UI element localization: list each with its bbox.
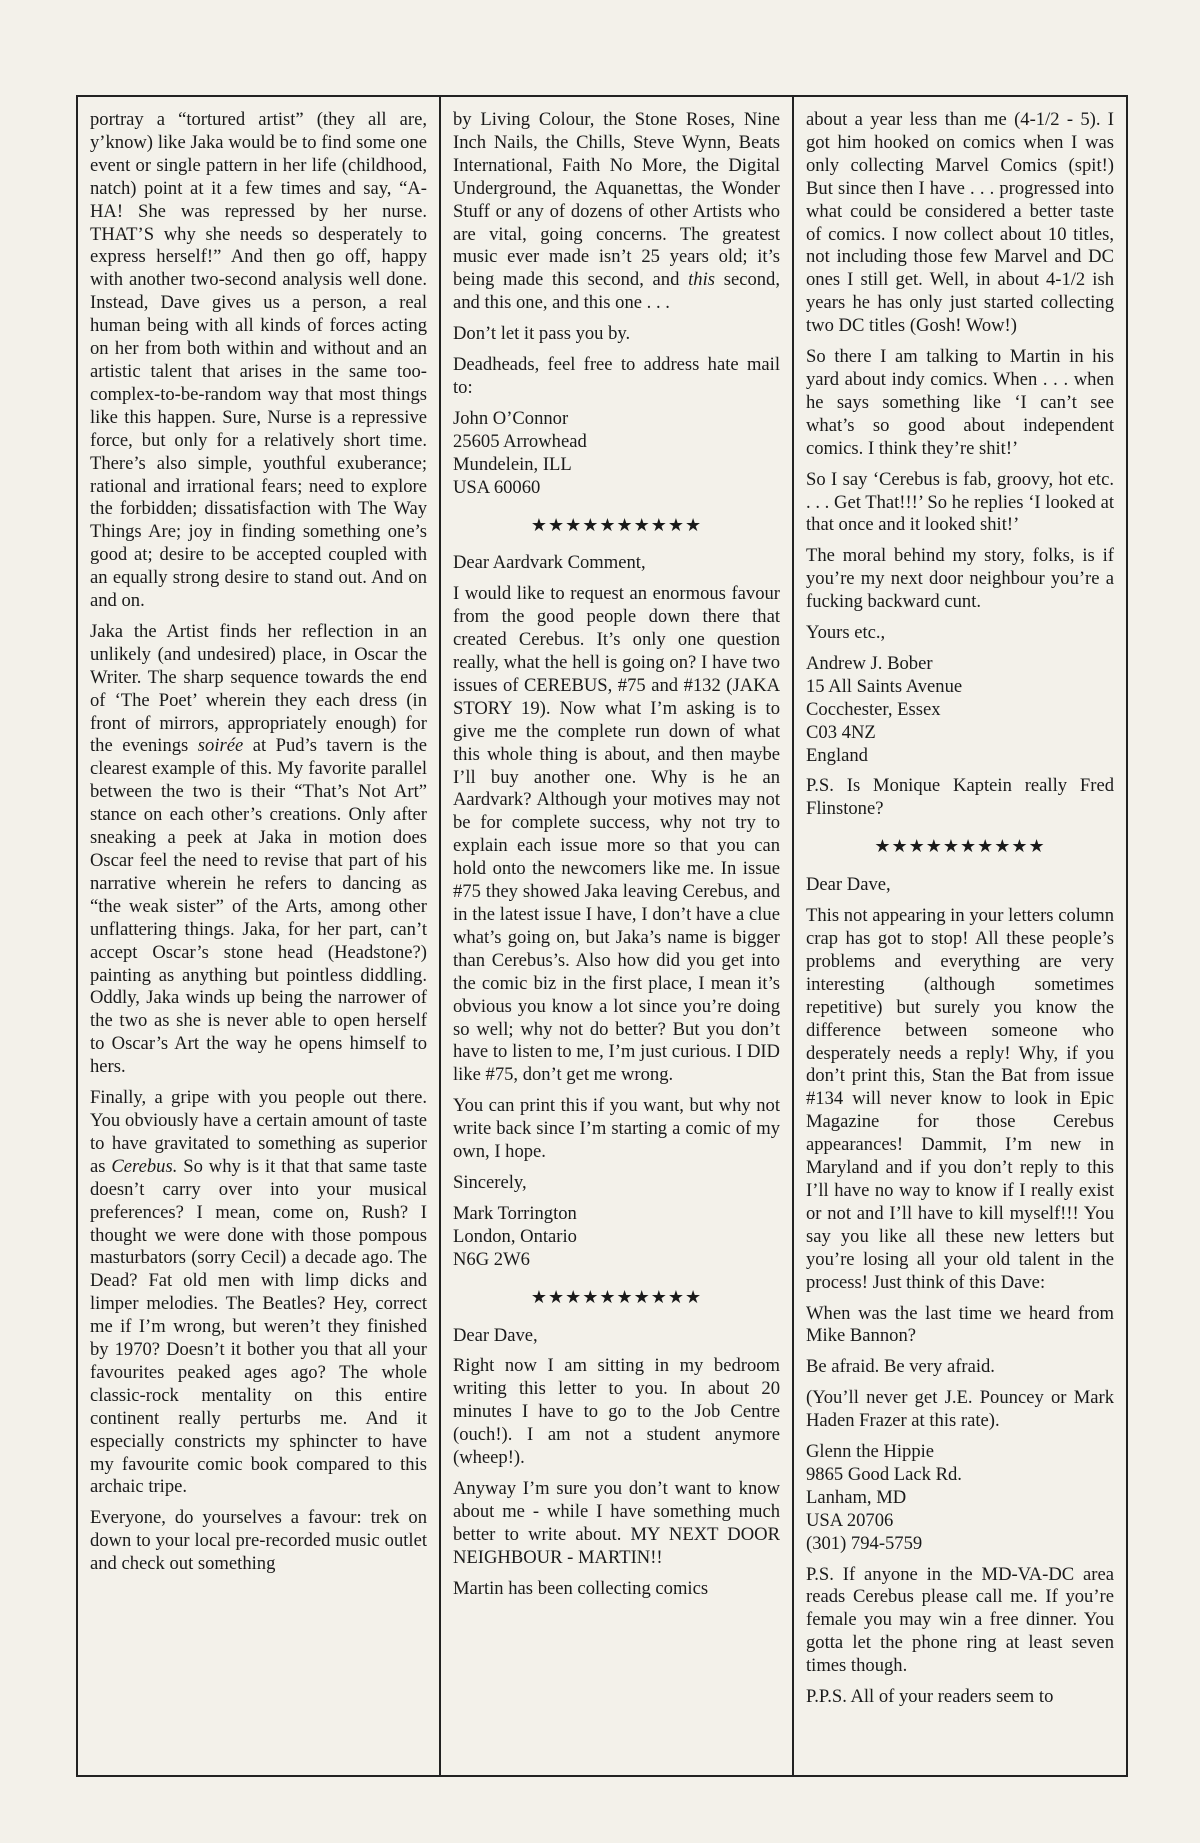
- paragraph: Don’t let it pass you by.: [453, 323, 631, 345]
- paragraph: P.S. Is Monique Kaptein really Fred Flinstone?: [806, 775, 1114, 820]
- paragraph: Deadheads, feel free to address hate mail to:: [453, 354, 780, 398]
- signoff: Sincerely,: [453, 1171, 527, 1193]
- paragraph: I would like to request an enormous favour from the good people down there that created Cerebus. It’s only one question really, what the hell is going on? I have two issues of CEREBUS, #75 and #132 (JAKA STORY 19). Now what I’m asking is to give me the complete run down of what this whole thing is about, and then maybe I’ll buy another one. Why is he an Aardvark? Although your motives may not be for complete success, why not try to explain each issue more so that you can hold onto the newcomers like me. In issue #75 they showed Jaka leaving Cerebus, and in the latest issue I have, I don’t have a clue what’s going on, but Jaka’s name is bigger than Cerebus’s. Also how did you get into the comic biz in the first place, I mean it’s obvious you know a lot since you’re doing so well; why not do better? But you don’t have to listen to me, I’m just curious. I DID like #75, don’t get me wrong.: [453, 583, 780, 1086]
- paragraph: portray a “tortured artist” (they all are, y’know) like Jaka would be to find some one event or single pattern in her life (childhood, natch) point at it a few times and say, “A-HA! She was repressed by her nurse. THAT’S why she needs so desperately to express herself!” And then go off, happy with another two-second analysis well done. Instead, Dave gives us a person, a real human being with all kinds of forces acting on her from both within and without and an artistic talent that arises in the same too-complex-to-be-random way that most things like this happen. Sure, Nurse is a repressive force, but only for a relatively short time. There’s also simple, youthful exuberance; rational and irrational fears; need to explore the forbidden; dissatisfaction with The Way Things Are; joy in finding something one’s good at; desire to be accepted coupled with an equally strong desire to stand out. And on and on.: [90, 109, 427, 612]
- column-2: [439, 97, 792, 1775]
- star-separator: ★★★★★★★★★★: [530, 514, 703, 535]
- paragraph: Finally, a gripe with you people out there. You obviously have a certain amount of taste to have gravitated to something as superior as Cerebus. So why is it that that same taste doesn’t carry over into your musical preferences? I mean, come on, Rush? I thought we were done with those pompous masturbators (sorry Cecil) a decade ago. The Dead? Fat old men with limp dicks and limper melodies. The Beatles? Hey, correct me if I’m wrong, but weren’t they finished by 1970? Doesn’t it bother you that all your favourites peaked ages ago? The whole classic-rock mentality on this entire continent really perturbs me. And it especially constricts my sphincter to have my favourite comic book compared to this archaic tripe.: [90, 1087, 427, 1498]
- letter-greeting: Dear Dave,: [453, 1324, 538, 1346]
- letter-greeting: Dear Dave,: [806, 874, 891, 896]
- letter-greeting: Dear Aardvark Comment,: [453, 552, 646, 574]
- paragraph: Everyone, do yourselves a favour: trek on down to your local pre-recorded music outlet and check out something: [90, 1507, 427, 1575]
- column-3: [792, 97, 1126, 1775]
- star-separator: ★★★★★★★★★★: [530, 1286, 703, 1307]
- letters-frame: [76, 95, 1128, 1777]
- paragraph: So there I am talking to Martin in his yard about indy comics. When . . . when he says something like ‘I can’t see what’s so good about independent comics. I think they’re shit!’: [806, 346, 1114, 459]
- paragraph: P.S. If anyone in the MD-VA-DC area reads Cerebus please call me. If you’re female you may win a free dinner. You gotta let the phone ring at least seven times though.: [806, 1563, 1114, 1677]
- paragraph: about a year less than me (4-1/2 - 5). I got him hooked on comics when I was only collecting Marvel Comics (spit!) But since then I have . . . progressed into what could be considered a better taste of comics. I now collect about 10 titles, not including those few Marvel and DC ones I still get. Well, in about 4-1/2 ish years he has only just started collecting two DC titles (Gosh! Wow!): [806, 109, 1114, 337]
- paragraph: Anyway I’m sure you don’t want to know about me - while I have something much better to write about. MY NEXT DOOR NEIGHBOUR - MARTIN!!: [453, 1477, 780, 1568]
- paragraph: (You’ll never get J.E. Pouncey or Mark Haden Frazer at this rate).: [806, 1387, 1114, 1432]
- italic-text: Cerebus.: [111, 1155, 178, 1177]
- paragraph: P.P.S. All of your readers seem to: [806, 1686, 1054, 1708]
- signoff: Yours etc.,: [806, 622, 886, 644]
- paragraph: The moral behind my story, folks, is if you’re my next door neighbour you’re a fucking backward cunt.: [806, 545, 1114, 613]
- address-block: John O’Connor 25605 Arrowhead Mundelein, ILL USA 60060: [453, 407, 587, 498]
- paragraph: by Living Colour, the Stone Roses, Nine Inch Nails, the Chills, Steve Wynn, Beats International, Faith No More, the Digital Underground, the Aquanettas, the Wonder Stuff or any of dozens of other Artists who are vital, going concerns. The greatest music ever made isn’t 25 years old; it’s being made this second, and this second, and this one, and this one . . .: [453, 109, 780, 314]
- column-1: [78, 97, 439, 1775]
- italic-text: soirée: [197, 735, 244, 757]
- paragraph: So I say ‘Cerebus is fab, groovy, hot etc. . . . Get That!!!’ So he replies ‘I looked at that once and it looked shit!’: [806, 468, 1114, 536]
- address-block: Mark Torrington London, Ontario N6G 2W6: [453, 1202, 577, 1270]
- address-block: Glenn the Hippie 9865 Good Lack Rd. Lanham, MD USA 20706 (301) 794-5759: [806, 1441, 962, 1554]
- paragraph: Martin has been collecting comics: [453, 1577, 709, 1599]
- paragraph: This not appearing in your letters column crap has got to stop! All these people’s problems and everything are very interesting (although sometimes repetitive) but surely you know the difference between someone who desperately needs a reply! Why, if you don’t print this, Stan the Bat from issue #134 will never know to look in Epic Magazine for those Cerebus appearances! Dammit, I’m new in Maryland and if you don’t reply to this I’ll have no way to know if I really exist or not and I’ll have to kill myself!!! You say you like all these new letters but you’re losing all your old talent in the process! Just think of this Dave:: [806, 905, 1114, 1293]
- paragraph: Right now I am sitting in my bedroom writing this letter to you. In about 20 minutes I have to go to the Job Centre (ouch!). I am not a student anymore (wheep!).: [453, 1355, 780, 1469]
- paragraph: You can print this if you want, but why not write back since I’m starting a comic of my own, I hope.: [453, 1095, 780, 1163]
- star-separator: ★★★★★★★★★★: [874, 836, 1046, 857]
- address-block: Andrew J. Bober 15 All Saints Avenue Cocchester, Essex C03 4NZ England: [806, 652, 963, 766]
- italic-text: this: [688, 269, 715, 291]
- paragraph: Be afraid. Be very afraid.: [806, 1356, 995, 1378]
- paragraph: When was the last time we heard from Mike Bannon?: [806, 1302, 1114, 1347]
- paragraph: Jaka the Artist finds her reflection in an unlikely (and undesired) place, in Oscar the Writer. The sharp sequence towards the end of ‘The Poet’ wherein they each dress (in front of mirrors, appropriately enough) for the evenings soirée at Pud’s tavern is the clearest example of this. My favorite parallel between the two is their “That’s Not Art” stance on each other’s creations. Only after sneaking a peek at Jaka in motion does Oscar feel the need to revise that part of his narrative wherein he refers to dancing as “the weak sister” of the Arts, among other unflattering things. Jaka, for her part, can’t accept Oscar’s stone head (Headstone?) painting as anything but pointless diddling. Oddly, Jaka winds up being the narrower of the two as she is never able to open herself to Oscar’s Art the way he opens himself to hers.: [90, 620, 427, 1078]
